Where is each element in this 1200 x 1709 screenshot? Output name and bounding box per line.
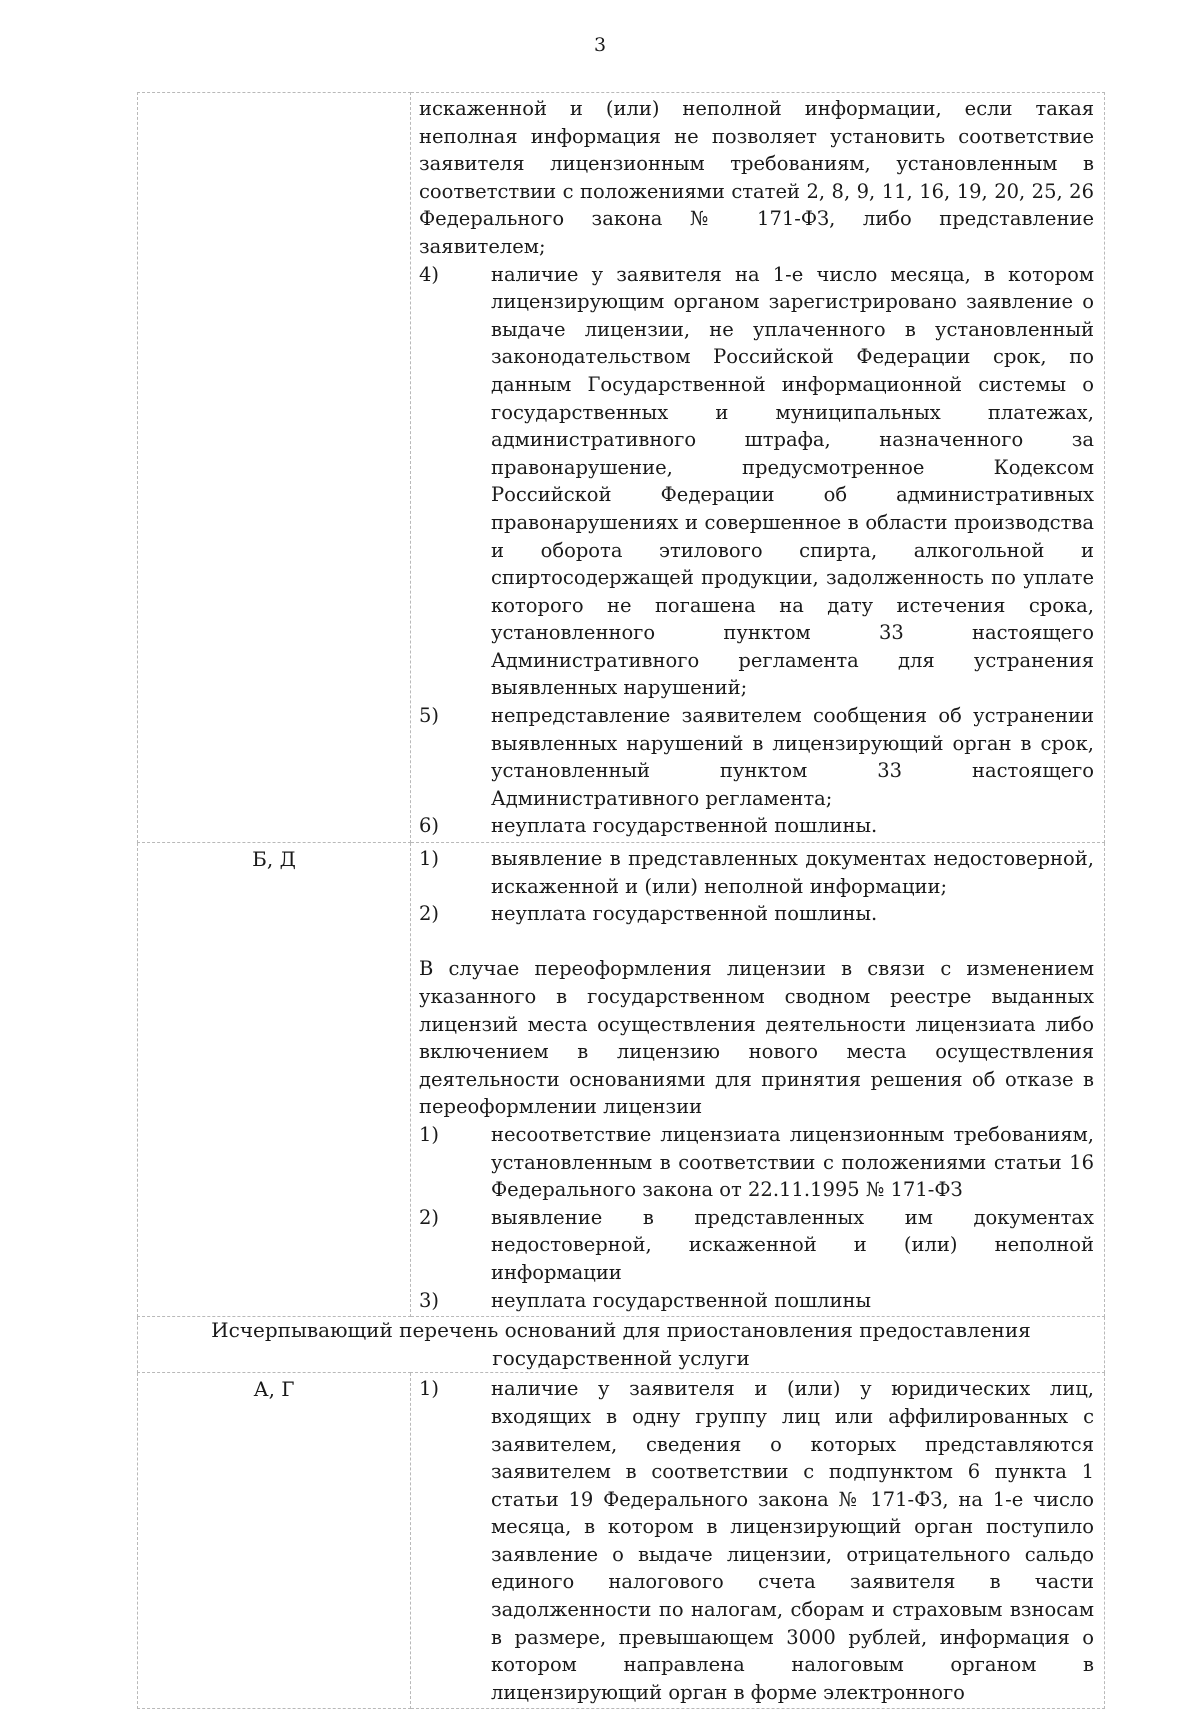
- item-number: 1): [419, 847, 440, 871]
- grounds-cell: [411, 93, 1105, 843]
- table-row: [138, 93, 1105, 843]
- reissue-paragraph: В случае переоформления лицензии в связи с изменением указанного в государственном сводном реестре выданных лицензий места осуществления деятельности лицензиата либо включением в лицензию нового места осуществления деятельности основаниями для принятия решения об отказе в переоформлении лицензии: [419, 957, 1094, 1119]
- list-item: [419, 1287, 1094, 1315]
- spacer: [419, 928, 1094, 956]
- item-text: неуплата государственной пошлины: [491, 1288, 872, 1312]
- item-number: 2): [419, 902, 440, 926]
- item-number: 3): [419, 1288, 440, 1312]
- item-text: наличие у заявителя и (или) у юридических лиц, входящих в одну группу лиц или аффилированных с заявителем, сведения о которых представляются заявителем в соответствии с подпунктом 6 пункта 1 статьи 19 Федерального закона № 171-ФЗ, на 1-е число месяца, в котором в лицензирующий орган поступило заявление о выдаче лицензии, отрицательного сальдо единого налогового счета заявителя в части задолженности по налогам, сборам и страховым взносам в размере, превышающем 3000 рублей, информация о котором направлена налоговым органом в лицензирующий орган в форме электронного: [491, 1377, 1094, 1704]
- item-text: выявление в представленных документах недостоверной, искаженной и (или) неполной информации;: [491, 847, 1094, 898]
- table-row: [138, 843, 1105, 1317]
- grounds-cell: [411, 843, 1105, 1317]
- applicant-category-cell: А, Г: [138, 1373, 411, 1709]
- item-number: 2): [419, 1205, 440, 1229]
- list-item: [419, 900, 1094, 928]
- list-item: [419, 1121, 1094, 1204]
- list-item: [419, 702, 1094, 812]
- list-item: [419, 1204, 1094, 1287]
- item-number: 5): [419, 704, 440, 728]
- item-text: непредставление заявителем сообщения об устранении выявленных нарушений в лицензирующий орган в срок, установленный пунктом 33 настоящего Административного регламента;: [491, 704, 1094, 810]
- item-text: наличие у заявителя на 1-е число месяца, в котором лицензирующим органом зарегистрировано заявление о выдаче лицензии, не уплаченного в установленный законодательством Российской Федерации срок, по данным Государственной информационной системы о государственных и муниципальных платежах, административного штрафа, назначенного за правонарушение, предусмотренное Кодексом Российской Федерации об административных правонарушениях и совершенное в области производства и оборота этилового спирта, алкогольной и спиртосодержащей продукции, задолженность по уплате которого не погашена на дату истечения срока, установленного пунктом 33 настоящего Административного регламента для устранения выявленных нарушений;: [491, 262, 1094, 700]
- item-number: 4): [419, 262, 440, 286]
- grounds-table: [137, 92, 1105, 1709]
- list-item: [419, 261, 1094, 703]
- section-heading: Исчерпывающий перечень оснований для приостановления предоставления государственной услуги: [138, 1317, 1105, 1373]
- item-number: 1): [419, 1122, 440, 1146]
- grounds-cell: [411, 1373, 1105, 1709]
- list-item: [419, 1375, 1094, 1706]
- page-number: 3: [593, 34, 607, 56]
- item-number: 1): [419, 1377, 440, 1401]
- table-row: [138, 1317, 1105, 1373]
- list-item: [419, 812, 1094, 840]
- item-text: несоответствие лицензиата лицензионным требованиям, установленным в соответствии с положениями статьи 16 Федерального закона от 22.11.1995 № 171-ФЗ: [491, 1122, 1094, 1202]
- item-text: выявление в представленных им документах недостоверной, искаженной и (или) неполной информации: [491, 1205, 1094, 1284]
- applicant-category-cell: Б, Д: [138, 843, 411, 1317]
- table-row: [138, 1373, 1105, 1709]
- item-number: 6): [419, 814, 440, 838]
- list-item: [419, 845, 1094, 900]
- applicant-category-cell: [138, 93, 411, 843]
- grounds-intro: искаженной и (или) неполной информации, если такая неполная информация не позволяет установить соответствие заявителя лицензионным требованиям, установленным в соответствии с положениями статей 2, 8, 9, 11, 16, 19, 20, 25, 26 Федерального закона № 171-ФЗ, либо представление заявителем;: [419, 97, 1094, 258]
- item-text: неуплата государственной пошлины.: [491, 902, 878, 926]
- item-text: неуплата государственной пошлины.: [491, 814, 878, 838]
